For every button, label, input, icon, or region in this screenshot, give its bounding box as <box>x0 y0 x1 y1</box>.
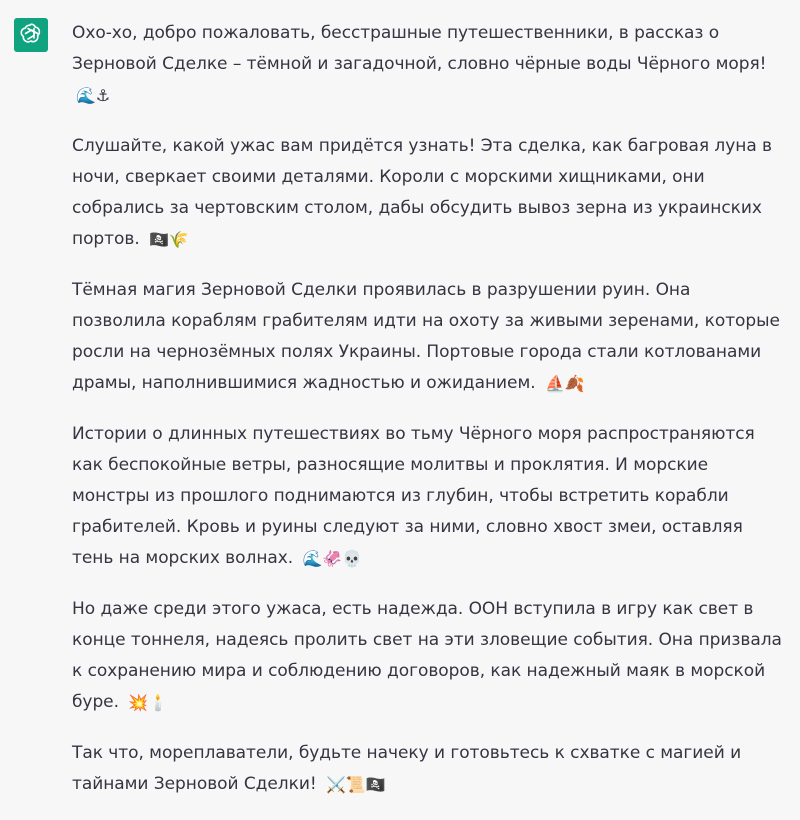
message-paragraph <box>72 738 788 800</box>
paragraph-text: Охо-хо, добро пожаловать, бесстрашные путешественники, в рассказ о Зерновой Сделке – тёмной и загадочной, словно чёрные воды Чёрного моря! <box>72 23 767 74</box>
message-paragraph <box>72 594 788 718</box>
assistant-message <box>72 18 788 820</box>
paragraph-text: Истории о длинных путешествиях во тьму Чёрного моря распространяются как беспокойные ветры, разносящие молитвы и проклятия. И морские монстры из прошлого поднимаются из глубин, чтобы встретить корабли грабителей. Кровь и руины следуют за ними, словно хвост змеи, оставляя тень на морских волнах. <box>72 424 755 568</box>
paragraph-text: Слушайте, какой ужас вам придётся узнать! Эта сделка, как багровая луна в ночи, сверкает своими деталями. Короли с морскими хищниками, они собрались за чертовским столом, дабы обсудить вывоз зерна из украинских портов. <box>72 136 773 249</box>
paragraph-text: Тёмная магия Зерновой Сделки проявилась в разрушении руин. Она позволила кораблям грабителям идти на охоту за живыми зеренами, которые росли на чернозёмных полях Украины. Портовые города стали котлованами драмы, наполнившимися жадностью и ожиданием. <box>72 280 780 393</box>
message-paragraph <box>72 419 788 574</box>
sailboat-leaves-emoji-icon: ⛵🍂 <box>544 374 585 393</box>
burst-candle-emoji-icon: 💥🕯️ <box>128 693 169 712</box>
wave-anchor-emoji-icon: 🌊⚓ <box>76 86 111 105</box>
swords-scroll-flag-emoji-icon: ⚔️📜🏴‍☠️ <box>325 775 386 794</box>
message-paragraph <box>72 18 788 111</box>
message-paragraph <box>72 131 788 255</box>
paragraph-text: Так что, мореплаватели, будьте начеку и готовьтесь к схватке с магией и тайнами Зерновой Сделки! <box>72 743 742 794</box>
openai-logo-icon <box>19 21 43 49</box>
message-paragraph <box>72 275 788 399</box>
pirate-flag-sheaf-emoji-icon: 🏴‍☠️🌾 <box>149 230 189 249</box>
assistant-avatar <box>14 18 48 52</box>
wave-squid-skull-emoji-icon: 🌊🦑💀 <box>302 549 363 568</box>
paragraph-text: Но даже среди этого ужаса, есть надежда. ООН вступила в игру как свет в конце тоннеля, надеясь пролить свет на эти зловещие события. Она призвала к сохранению мира и соблюдению договоров, как надежный маяк в морской буре. <box>72 599 782 712</box>
